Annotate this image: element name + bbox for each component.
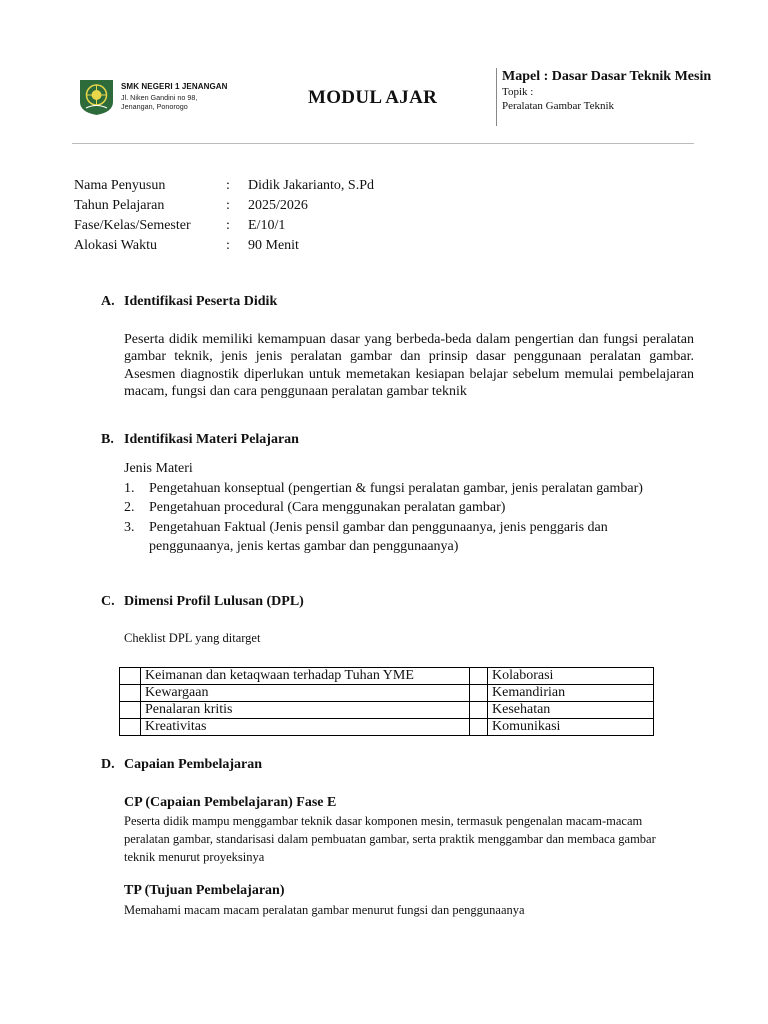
- info-label: Tahun Pelajaran: [74, 198, 165, 213]
- info-colon: :: [226, 198, 230, 213]
- info-value: E/10/1: [248, 218, 286, 233]
- school-logo-icon: [78, 78, 115, 116]
- topic-label: Topik :: [502, 86, 534, 98]
- section-letter: A.: [101, 294, 115, 309]
- section-letter: D.: [101, 757, 115, 772]
- checkbox-cell[interactable]: [120, 702, 141, 719]
- header-rule: [72, 143, 694, 144]
- checkbox-cell[interactable]: [470, 719, 488, 736]
- table-row: [120, 668, 654, 685]
- dpl-label: Kesehatan: [488, 702, 654, 719]
- cp-heading: CP (Capaian Pembelajaran) Fase E: [124, 795, 337, 810]
- table-row: [120, 719, 654, 736]
- document-title: MODUL AJAR: [308, 87, 438, 108]
- info-label: Nama Penyusun: [74, 178, 166, 193]
- subject-label: Mapel : Dasar Dasar Teknik Mesin: [502, 69, 712, 84]
- section-b-list: [124, 459, 684, 557]
- section-letter: C.: [101, 594, 115, 609]
- info-value: 2025/2026: [248, 198, 308, 213]
- header-divider: [496, 68, 497, 126]
- section-title: Identifikasi Peserta Didik: [124, 294, 278, 309]
- school-address: [121, 93, 197, 111]
- list-text: Pengetahuan procedural (Cara menggunakan peralatan gambar): [149, 500, 506, 515]
- info-value: Didik Jakarianto, S.Pd: [248, 178, 374, 193]
- section-letter: B.: [101, 432, 114, 447]
- tp-body: Memahami macam macam peralatan gambar menurut fungsi dan penggunaanya: [124, 903, 525, 917]
- list-text: Pengetahuan Faktual (Jenis pensil gambar dan penggunaanya, jenis penggaris dan penggunaanya, jenis kertas gambar dan penggunaanya): [149, 519, 608, 554]
- dpl-label: Kewargaan: [141, 685, 470, 702]
- section-a-body: Peserta didik memiliki kemampuan dasar yang berbeda-beda dalam pengertian dan fungsi peralatan gambar teknik, jenis jenis peralatan gambar dan prinsip dasar penggunaan peralatan gambar. Asesmen diagnostik diperlukan untuk memetakan kesiapan belajar sebelum memulai pembelajaran macam, fungsi dan cara penggunaan peralatan gambar teknik: [124, 332, 694, 399]
- checkbox-cell[interactable]: [470, 668, 488, 685]
- list-number: 2.: [124, 500, 135, 515]
- checkbox-cell[interactable]: [120, 719, 141, 736]
- list-number: 1.: [124, 480, 135, 496]
- info-label: Alokasi Waktu: [74, 238, 157, 253]
- cp-body: Peserta didik mampu menggambar teknik dasar komponen mesin, termasuk pengenalan macam-macam peralatan gambar, standarisasi dalam pembuatan gambar, serta praktik menggambar dan membaca gambar teknik menurut proyeksinya: [124, 814, 656, 864]
- list-item: [124, 479, 684, 499]
- dpl-checklist-table: [119, 667, 654, 736]
- section-title: Capaian Pembelajaran: [124, 757, 263, 772]
- table-row: [120, 702, 654, 719]
- dpl-label: Keimanan dan ketaqwaan terhadap Tuhan YME: [141, 668, 470, 685]
- info-value: 90 Menit: [248, 238, 299, 253]
- dpl-label: Komunikasi: [488, 719, 654, 736]
- dpl-intro: Cheklist DPL yang ditarget: [124, 631, 261, 645]
- topic-value: Peralatan Gambar Teknik: [502, 100, 615, 112]
- table-row: [120, 685, 654, 702]
- list-number: 3.: [124, 519, 135, 535]
- dpl-label: Kolaborasi: [488, 668, 654, 685]
- checkbox-cell[interactable]: [120, 685, 141, 702]
- list-text: Pengetahuan konseptual (pengertian & fungsi peralatan gambar, jenis peralatan gambar): [149, 480, 643, 496]
- school-address-line1: Jl. Niken Gandini no 98,: [121, 93, 198, 102]
- school-address-line2: Jenangan, Ponorogo: [121, 102, 188, 111]
- list-intro: Jenis Materi: [124, 461, 193, 476]
- dpl-label: Kreativitas: [141, 719, 470, 736]
- list-item: [124, 518, 684, 557]
- info-colon: :: [226, 218, 230, 233]
- section-title: Identifikasi Materi Pelajaran: [124, 432, 299, 447]
- dpl-label: Kemandirian: [488, 685, 654, 702]
- section-title: Dimensi Profil Lulusan (DPL): [124, 594, 304, 609]
- tp-heading: TP (Tujuan Pembelajaran): [124, 883, 285, 898]
- info-colon: :: [226, 238, 230, 253]
- checkbox-cell[interactable]: [470, 702, 488, 719]
- info-label: Fase/Kelas/Semester: [74, 218, 191, 233]
- checkbox-cell[interactable]: [470, 685, 488, 702]
- dpl-label: Penalaran kritis: [141, 702, 470, 719]
- school-name: SMK NEGERI 1 JENANGAN: [121, 82, 228, 91]
- info-colon: :: [226, 178, 230, 193]
- list-item: [124, 498, 684, 518]
- checkbox-cell[interactable]: [120, 668, 141, 685]
